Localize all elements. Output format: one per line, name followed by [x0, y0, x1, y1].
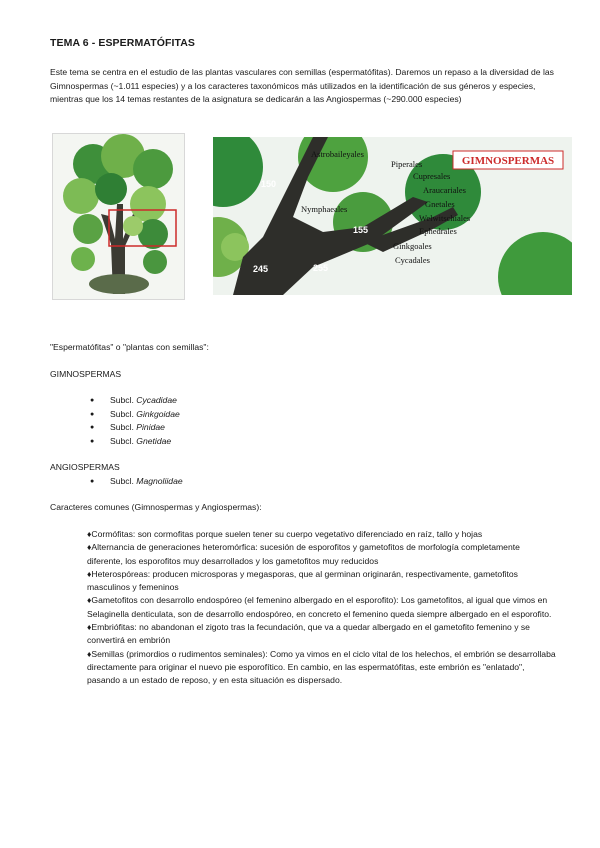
angio-heading: ANGIOSPERMAS — [50, 462, 120, 472]
caracteres-heading: Caracteres comunes (Gimnospermas y Angiospermas): — [50, 502, 262, 512]
branch-label: Ginkgoales — [393, 241, 432, 251]
branch-label: Araucariales — [423, 185, 466, 195]
list-item: ● Subcl. Cycadidae — [90, 394, 180, 408]
gimno-list — [90, 394, 180, 448]
angio-list — [90, 475, 183, 489]
list-item: ● Subcl. Ginkgoidae — [90, 408, 180, 422]
list-item: ● Subcl. Pinidae — [90, 421, 180, 435]
node-number: 245 — [253, 264, 269, 274]
list-item: ● Subcl. Gnetidae — [90, 435, 180, 449]
branch-label: Welwitschiales — [419, 213, 471, 223]
page-title: TEMA 6 - ESPERMATÓFITAS — [50, 37, 196, 49]
branch-label: Nymphaeales — [301, 204, 348, 214]
branch-label: Gnetales — [425, 199, 455, 209]
node-number: 255 — [313, 263, 329, 273]
node-number: 155 — [353, 225, 369, 235]
figure-header: GIMNOSPERMAS — [461, 155, 555, 167]
caracter-item: ♦ Heterospóreas: producen microsporas y megasporas, que al germinan originarán, respectivamente, gametofitos masculinos y femeninos — [87, 568, 557, 595]
branch-label: Astrobaileyales — [311, 149, 364, 159]
caracter-item: ♦ Alternancia de generaciones heteromórfica: sucesión de esporofitos y gametofitos de morfología completamente diferente, los esporofitos muy desarrollados y los gametofitos muy reducidos — [87, 541, 557, 568]
branch-label: Cycadales — [395, 255, 430, 265]
gymnosperm-illustration — [213, 137, 572, 295]
branch-label: Piperales — [391, 159, 423, 169]
node-number: 150 — [261, 179, 277, 189]
caracter-item: ♦ Cormófitas: son cormofitas porque suelen tener su cuerpo vegetativo diferenciado en raíz, tallo y hojas — [87, 528, 557, 541]
section-heading: "Espermatófitas" o "plantas con semillas": — [50, 342, 209, 352]
list-item: ● Subcl. Magnoliidae — [90, 475, 183, 489]
branch-label: Ephedrales — [419, 226, 457, 236]
gimno-heading: GIMNOSPERMAS — [50, 369, 122, 379]
tree-illustration — [53, 134, 184, 299]
tree-of-life-image — [52, 133, 185, 300]
caracter-item: ♦ Semillas (primordios o rudimentos seminales): Como ya vimos en el ciclo vital de los helechos, el embrión se desarrollaba directamente para originar el nuevo pie esporofítico. En cambio, en las espermatófitas, este embrión es "enlatado", pasando a un estado de reposo, y en esta situación es dispersado. — [87, 648, 557, 688]
caracteres-list — [87, 528, 557, 688]
gymnosperm-detail-image — [213, 137, 572, 295]
intro-paragraph: Este tema se centra en el estudio de las plantas vasculares con semillas (espermatófitas). Daremos un repaso a la diversidad de las Gimnospermas (~1.011 especies) y a los caracteres taxonómicos más utilizados en la identificación de sus géneros y especies, mientras que los 14 temas restantes de la asignatura se dedicarán a las Angiospermas (~290.000 especies) — [50, 67, 554, 105]
caracter-item: ♦ Embriófitas: no abandonan el zigoto tras la fecundación, que va a quedar albergado en el gametofito femenino y se convertirá en embrión — [87, 621, 557, 648]
branch-label: Cupresales — [413, 171, 451, 181]
caracter-item: ♦ Gametofitos con desarrollo endospóreo (el femenino albergado en el esporofito): Los gametofitos, al igual que vimos en Selaginella denticulata, son de desarrollo endospóreo, en concreto el femenino queda siempre albergado en el esporofito. — [87, 594, 557, 621]
